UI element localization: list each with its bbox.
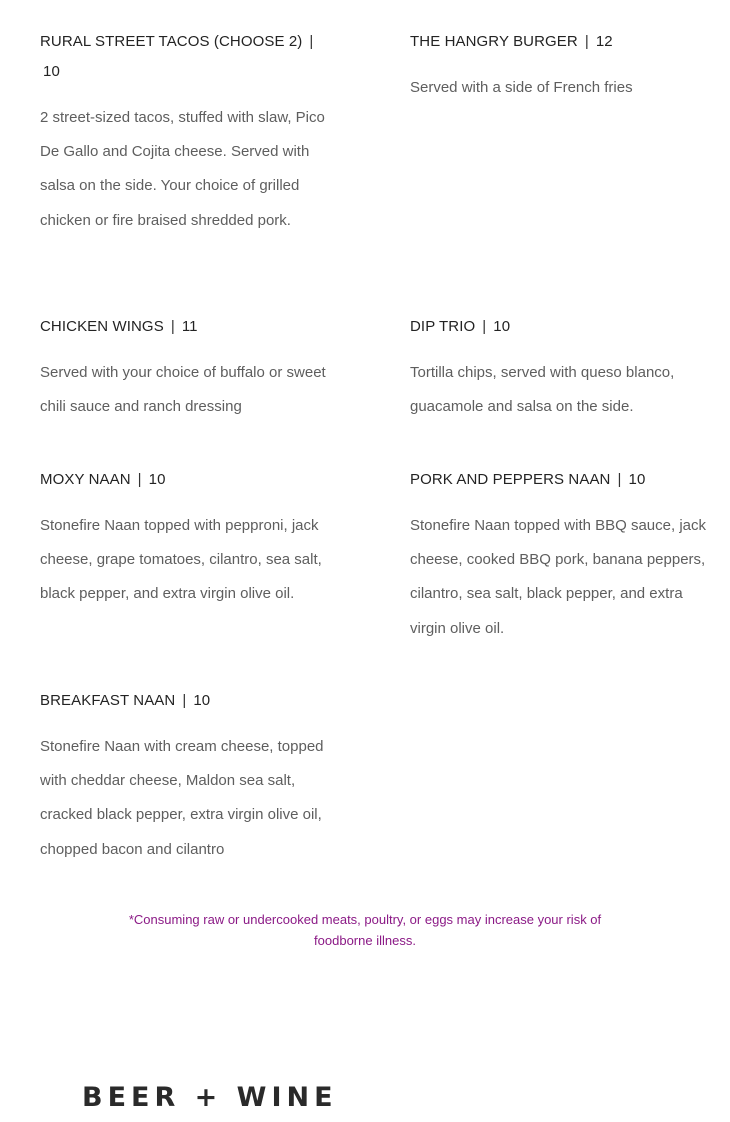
- menu-item-title: [410, 27, 710, 57]
- menu-item-title: [410, 465, 710, 495]
- menu-item-chicken-wings: [40, 312, 335, 424]
- menu-item-name: CHICKEN WINGS: [40, 318, 164, 335]
- price-separator: |: [170, 318, 175, 335]
- menu-item-description: Served with your choice of buffalo or sweet chili sauce and ranch dressing: [40, 364, 326, 416]
- menu-item-description: 2 street-sized tacos, stuffed with slaw, Pico De Gallo and Cojita cheese. Served with salsa on the side. Your choice of grilled chicken or fire braised shredded pork.: [40, 109, 325, 229]
- menu-item-moxy-naan: [40, 465, 335, 612]
- menu-item-description: Stonefire Naan with cream cheese, topped with cheddar cheese, Maldon sea salt, cracked black pepper, extra virgin olive oil, chopped bacon and cilantro: [40, 738, 324, 858]
- menu-item-price: 12: [595, 33, 613, 50]
- menu-item-name: MOXY NAAN: [40, 471, 131, 488]
- price-separator: |: [182, 692, 187, 709]
- menu-item-name: RURAL STREET TACOS (CHOOSE 2): [40, 33, 303, 50]
- menu-item-price: 10: [493, 318, 511, 335]
- price-separator: |: [309, 33, 314, 50]
- menu-item-price: 10: [628, 471, 646, 488]
- menu-item-price: 10: [148, 471, 166, 488]
- section-heading-beer-wine: BEER + WINE: [82, 1082, 338, 1113]
- menu-item-pork-and-peppers-naan: [410, 465, 710, 646]
- menu-item-breakfast-naan: [40, 686, 335, 867]
- price-separator: |: [584, 33, 589, 50]
- menu-item-name: THE HANGRY BURGER: [410, 33, 578, 50]
- menu-item-dip-trio: [410, 312, 710, 424]
- menu-item-title: [40, 312, 335, 342]
- menu-item-title: [410, 312, 710, 342]
- menu-item-rural-street-tacos: [40, 27, 335, 238]
- menu-item-title: [40, 686, 335, 716]
- food-safety-disclaimer: *Consuming raw or undercooked meats, poultry, or eggs may increase your risk of foodborne illness.: [128, 912, 602, 948]
- menu-item-description: Stonefire Naan topped with pepproni, jack cheese, grape tomatoes, cilantro, sea salt, black pepper, and extra virgin olive oil.: [40, 517, 322, 603]
- menu-item-name: DIP TRIO: [410, 318, 476, 335]
- menu-item-price: 10: [193, 692, 211, 709]
- menu-item-price: 10: [43, 63, 60, 80]
- menu-item-title: [40, 465, 335, 495]
- price-separator: |: [137, 471, 142, 488]
- price-separator: |: [617, 471, 622, 488]
- menu-item-name: PORK AND PEPPERS NAAN: [410, 471, 611, 488]
- menu-item-description: Served with a side of French fries: [410, 79, 633, 96]
- menu-item-description: Tortilla chips, served with queso blanco, guacamole and salsa on the side.: [410, 364, 675, 416]
- menu-item-description: Stonefire Naan topped with BBQ sauce, jack cheese, cooked BBQ pork, banana peppers, cilantro, sea salt, black pepper, and extra virgin olive oil.: [410, 517, 707, 637]
- menu-item-hangry-burger: [410, 27, 710, 105]
- menu-item-title: [40, 27, 335, 87]
- menu-item-price: 11: [181, 318, 198, 335]
- price-separator: |: [482, 318, 487, 335]
- menu-item-name: BREAKFAST NAAN: [40, 692, 176, 709]
